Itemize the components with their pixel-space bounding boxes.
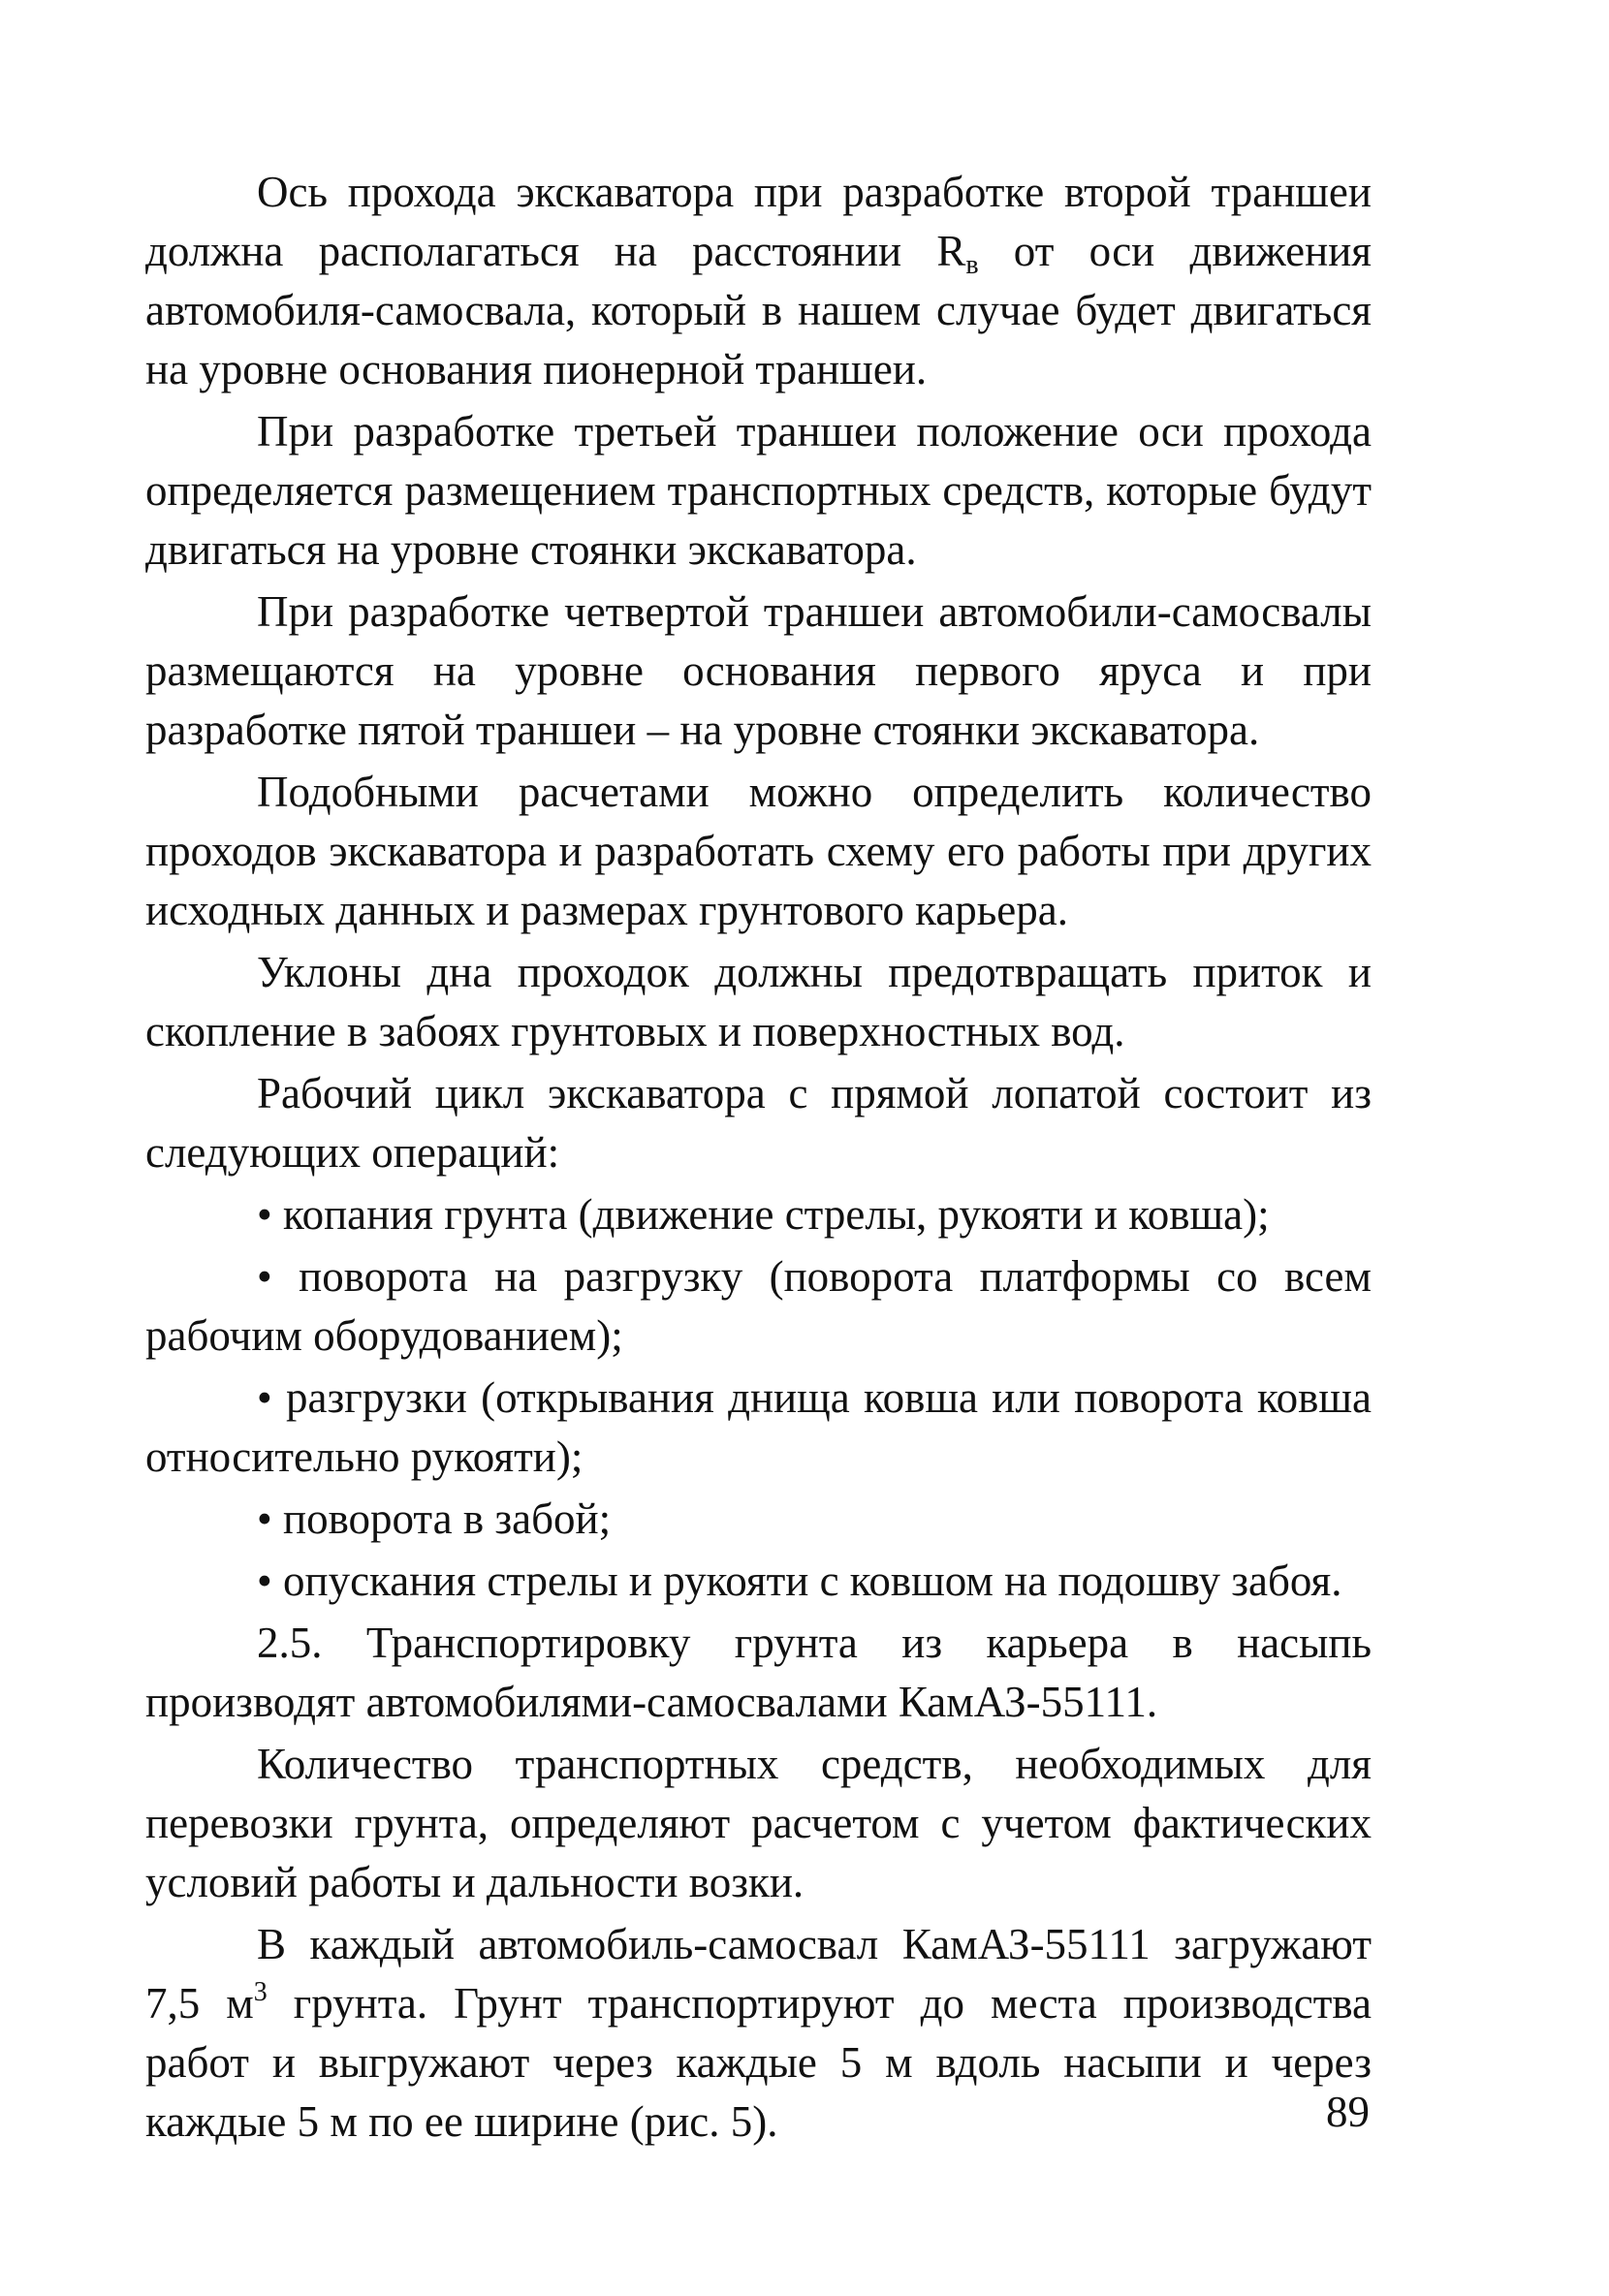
superscript: 3 — [253, 1977, 268, 2007]
list-item-lowering: • опускания стрелы и рукояти с ковшом на подошву забоя. — [257, 1557, 1342, 1605]
paragraph-vehicle-count: Количество транспортных средств, необходимых для перевозки грунта, определяют расчетом с учетом фактических условий работы и дальности возки. — [145, 1740, 1372, 1906]
paragraph-text: грунта. Грунт транспортируют до места производства работ и выгружают через каждые 5 м вдоль насыпи и через каждые 5 м по ее ширине (рис. 5). — [145, 1979, 1372, 2146]
page-number: 89 — [1326, 2088, 1370, 2136]
paragraph-text: В каждый автомобиль-самосвал КамАЗ-55111 загружают 7,5 м — [145, 1920, 1372, 2028]
paragraph-slopes: Уклоны дна проходок должны предотвращать приток и скопление в забоях грунтовых и поверхностных вод. — [145, 948, 1372, 1055]
paragraph-excavator-axis-second-trench — [145, 163, 1372, 399]
list-item-turn-to-unload: • поворота на разгрузку (поворота платформы со всем рабочим оборудованием); — [145, 1252, 1372, 1360]
list-item-unloading: • разгрузки (открывания днища ковша или поворота ковша относительно рукояти); — [145, 1373, 1372, 1481]
paragraph-calculations: Подобными расчетами можно определить количество проходов экскаватора и разработать схему его работы при других исходных данных и размерах грунтового карьера. — [145, 768, 1372, 934]
list-item-turn-to-face: • поворота в забой; — [257, 1494, 612, 1543]
subscript: в — [965, 250, 979, 280]
paragraph-text: Ось прохода экскаватора при разработке второй траншеи должна располагаться на расстоянии R — [145, 168, 1372, 275]
list-item-digging: • копания грунта (движение стрелы, рукояти и ковша); — [257, 1190, 1270, 1239]
paragraph-fourth-trench: При разработке четвертой траншеи автомобили-самосвалы размещаются на уровне основания первого яруса и при разработке пятой траншеи – на уровне стоянки экскаватора. — [145, 587, 1372, 754]
paragraph-section-2-5: 2.5. Транспортировку грунта из карьера в насыпь производят автомобилями-самосвалами КамАЗ-55111. — [145, 1619, 1372, 1726]
paragraph-third-trench: При разработке третьей траншеи положение оси прохода определяется размещением транспортных средств, которые будут двигаться на уровне стоянки экскаватора. — [145, 407, 1372, 574]
page-body — [145, 163, 1372, 2154]
paragraph-text: от оси движения автомобиля-самосвала, который в нашем случае будет двигаться на уровне основания пионерной траншеи. — [145, 227, 1372, 393]
paragraph-loading — [145, 1915, 1372, 2152]
paragraph-work-cycle: Рабочий цикл экскаватора с прямой лопатой состоит из следующих операций: — [145, 1069, 1372, 1177]
